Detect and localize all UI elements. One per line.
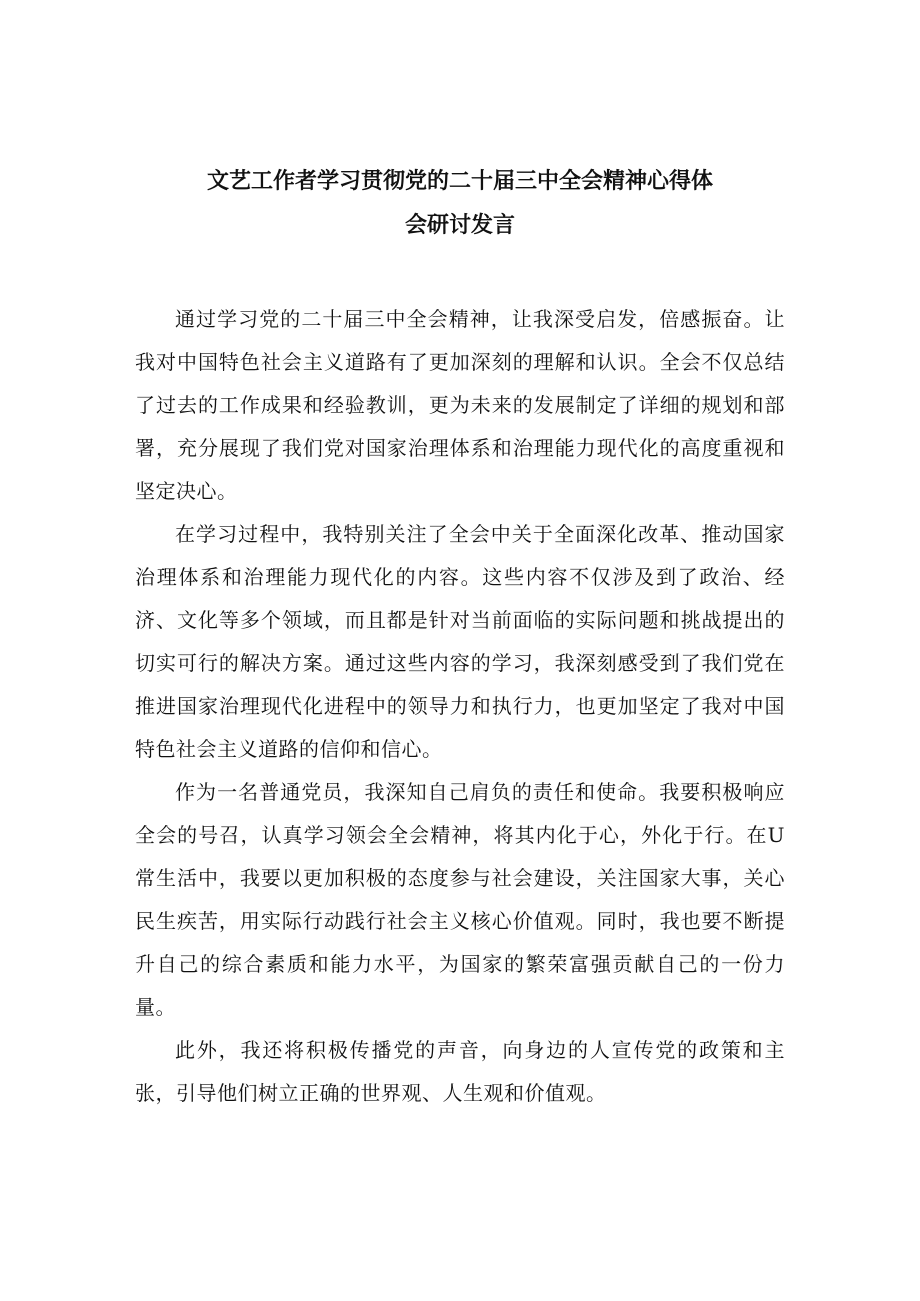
paragraph-1: 通过学习党的二十届三中全会精神，让我深受启发，倍感振奋。让我对中国特色社会主义道路有了更加深刻的理解和认识。全会不仅总结了过去的工作成果和经验教训，更为未来的发展制定了详细的规划和部署，充分展现了我们党对国家治理体系和治理能力现代化的高度重视和坚定决心。 [135, 307, 785, 503]
document-title-line-2: 会研讨发言 [404, 213, 515, 238]
paragraph-4: 此外，我还将积极传播党的声音，向身边的人宣传党的政策和主张，引导他们树立正确的世界观、人生观和价值观。 [135, 1038, 785, 1105]
document-title-line-1: 文艺工作者学习贯彻党的二十届三中全会精神心得体 [206, 169, 713, 194]
paragraph-3: 作为一名普通党员，我深知自己肩负的责任和使命。我要积极响应全会的号召，认真学习领会全会精神，将其内化于心，外化于行。在U常生活中，我要以更加积极的态度参与社会建设，关注国家大事，关心民生疾苦，用实际行动践行社会主义核心价值观。同时，我也要不断提升自己的综合素质和能力水平，为国家的繁荣富强贡献自己的一份力量。 [135, 780, 785, 1019]
document-body [135, 298, 785, 1115]
paragraph-2: 在学习过程中，我特别关注了全会中关于全面深化改革、推动国家治理体系和治理能力现代化的内容。这些内容不仅涉及到了政治、经济、文化等多个领域，而且都是针对当前面临的实际问题和挑战提出的切实可行的解决方案。通过这些内容的学习，我深刻感受到了我们党在推进国家治理现代化进程中的领导力和执行力，也更加坚定了我对中国特色社会主义道路的信仰和信心。 [135, 522, 785, 761]
